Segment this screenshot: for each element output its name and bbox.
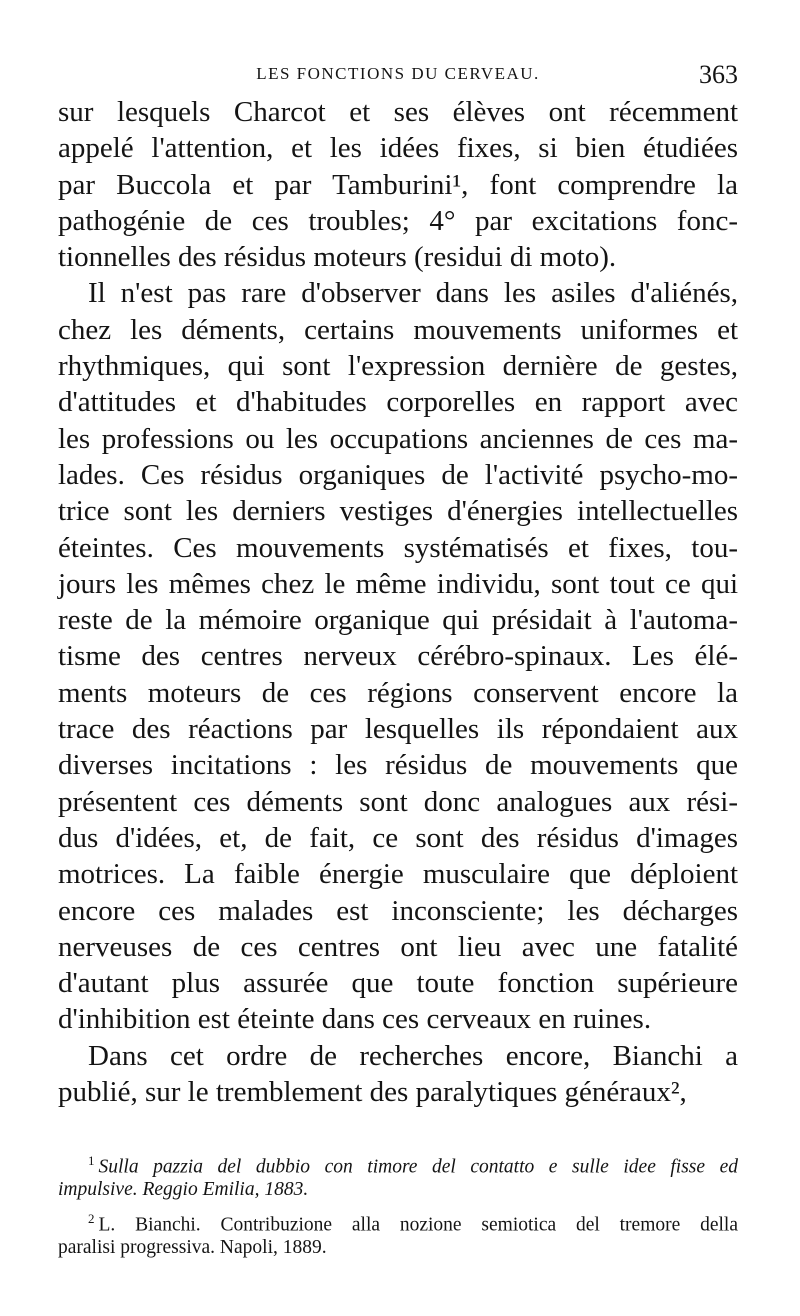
text-line: présentent ces déments sont donc analogues aux rési- (58, 785, 738, 818)
text-line: trice sont les derniers vestiges d'énergies intellectuelles (58, 495, 738, 528)
text-line: appelé l'attention, et les idées fixes, si bien étudiées (58, 132, 738, 165)
text-line: trace des réactions par lesquelles ils répondaient aux (58, 713, 738, 746)
text-line: diverses incitations : les résidus de mouvements que (58, 749, 738, 782)
text-line: tionnelles des résidus moteurs (residui di moto). (58, 241, 617, 274)
text-line: tisme des centres nerveux cérébro-spinaux. Les élé- (58, 640, 738, 673)
text-line: pathogénie de ces troubles; 4° par excitations fonc- (58, 204, 738, 237)
text-line: les professions ou les occupations anciennes de ces ma- (58, 422, 738, 455)
text-line: éteintes. Ces mouvements systématisés et fixes, tou- (58, 531, 738, 564)
footnote-2-continuation (58, 1233, 738, 1262)
running-title: LES FONCTIONS DU CERVEAU. (256, 64, 540, 83)
text-line: lades. Ces résidus organiques de l'activité psycho-mo- (58, 458, 738, 491)
text-line: rhythmiques, qui sont l'expression dernière de gestes, (58, 350, 738, 383)
footnote-text: Sulla pazzia del dubbio con timore del contatto e sulle idee fisse ed (98, 1156, 738, 1178)
text-line: d'autant plus assurée que toute fonction supérieure (58, 967, 738, 1000)
footnote-1 (58, 1146, 738, 1178)
text-line: ments moteurs de ces régions conservent encore la (58, 676, 738, 709)
text-line: sur lesquels Charcot et ses élèves ont récemment (58, 96, 738, 128)
text-line: d'attitudes et d'habitudes corporelles en rapport avec (58, 386, 738, 419)
text-line: Dans cet ordre de recherches encore, Bianchi a (88, 1039, 738, 1072)
text-line: nerveuses de ces centres ont lieu avec une fatalité (58, 930, 738, 963)
text-line: publié, sur le tremblement des paralytiques généraux², (58, 1076, 687, 1109)
text-line: par Buccola et par Tamburini¹, font comprendre la (58, 168, 738, 201)
footnote-text: paralisi progressiva. Napoli, 1889. (58, 1237, 327, 1258)
footnote-1-continuation (58, 1175, 738, 1204)
text-line: dus d'idées, et, de fait, ce sont des résidus d'images (58, 821, 738, 854)
footnote-text: L. Bianchi. Contribuzione alla nozione semiotica del tremore della (98, 1214, 738, 1236)
text-line: reste de la mémoire organique qui présidait à l'automa- (58, 604, 738, 637)
text-line: Il n'est pas rare d'observer dans les asiles d'aliénés, (88, 277, 738, 310)
footnote-2 (58, 1204, 738, 1236)
footnote-marker: 1 (88, 1153, 95, 1168)
text-line: motrices. La faible énergie musculaire que déploient (58, 858, 738, 891)
text-line: jours les mêmes chez le même individu, sont tout ce qui (58, 567, 738, 600)
text-line: chez les déments, certains mouvements uniformes et (58, 313, 738, 346)
text-line: encore ces malades est inconsciente; les décharges (58, 894, 738, 927)
text-line: d'inhibition est éteinte dans ces cerveaux en ruines. (58, 1003, 652, 1036)
footnote-text: impulsive. Reggio Emilia, 1883. (58, 1179, 309, 1200)
footnote-marker: 2 (88, 1211, 95, 1226)
page-number: 363 (699, 60, 738, 89)
footnotes (58, 1146, 738, 1262)
running-head (58, 60, 738, 90)
body-text (58, 94, 738, 1110)
